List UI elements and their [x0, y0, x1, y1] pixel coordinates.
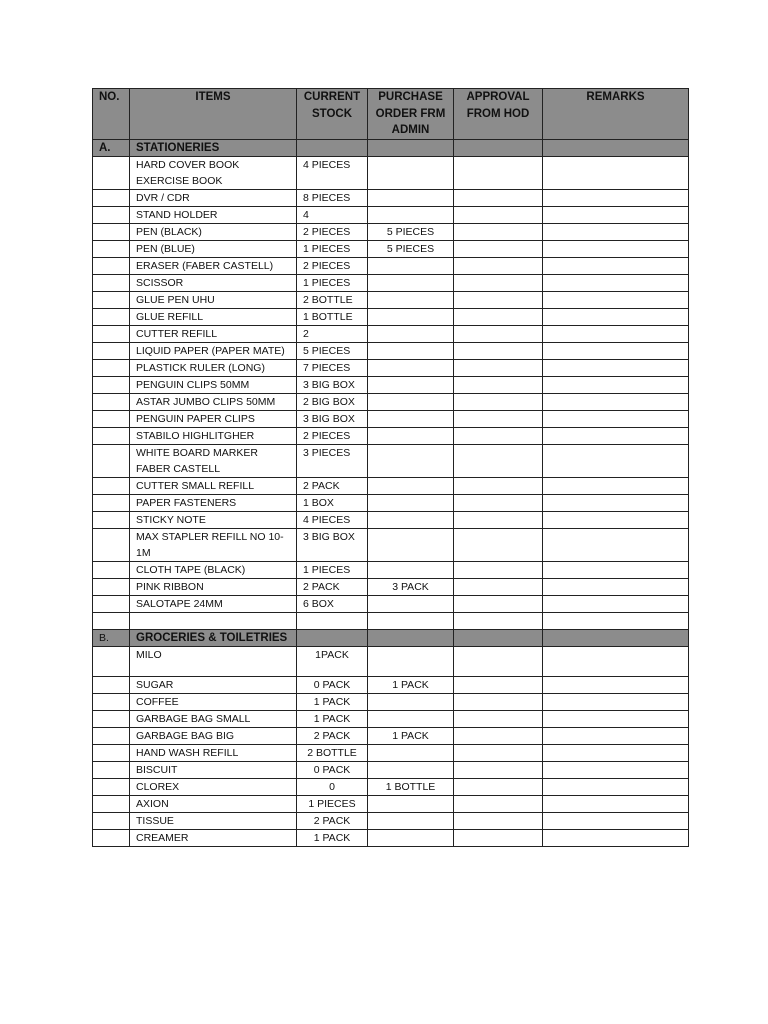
- purchase-order-cell: [368, 694, 454, 711]
- row-no-cell: [93, 224, 130, 241]
- remarks-cell: [543, 377, 689, 394]
- approval-cell: [454, 512, 543, 529]
- stock-cell: [297, 613, 368, 630]
- approval-cell: [454, 796, 543, 813]
- remarks-cell: [543, 613, 689, 630]
- row-no-cell: [93, 579, 130, 596]
- purchase-order-cell: [368, 360, 454, 377]
- purchase-order-cell: [368, 326, 454, 343]
- approval-cell: [454, 562, 543, 579]
- table-row: [93, 677, 689, 694]
- table-row: [93, 326, 689, 343]
- item-cell: MAX STAPLER REFILL NO 10- 1M: [130, 529, 297, 562]
- section-header-row: [93, 630, 689, 647]
- item-cell: PLASTICK RULER (LONG): [130, 360, 297, 377]
- remarks-cell: [543, 796, 689, 813]
- item-cell: CLOTH TAPE (BLACK): [130, 562, 297, 579]
- row-no-cell: [93, 411, 130, 428]
- approval-cell: [454, 728, 543, 745]
- purchase-order-cell: [368, 275, 454, 292]
- stock-cell: 2: [297, 326, 368, 343]
- purchase-order-cell: [368, 613, 454, 630]
- remarks-cell: [543, 728, 689, 745]
- remarks-cell: [543, 411, 689, 428]
- stock-cell: 1 PIECES: [297, 562, 368, 579]
- approval-cell: [454, 377, 543, 394]
- approval-cell: [454, 445, 543, 478]
- row-no-cell: [93, 478, 130, 495]
- item-cell: SUGAR: [130, 677, 297, 694]
- approval-cell: [454, 694, 543, 711]
- stock-cell: 1 PIECES: [297, 241, 368, 258]
- table-row: [93, 711, 689, 728]
- table-row: [93, 779, 689, 796]
- purchase-order-cell: [368, 309, 454, 326]
- stock-cell: 4 PIECES: [297, 157, 368, 190]
- table-row: [93, 207, 689, 224]
- item-cell: MILO: [130, 647, 297, 677]
- item-cell: GARBAGE BAG BIG: [130, 728, 297, 745]
- purchase-order-cell: [368, 512, 454, 529]
- approval-cell: [454, 292, 543, 309]
- table-row: [93, 241, 689, 258]
- row-no-cell: [93, 596, 130, 613]
- row-no-cell: [93, 258, 130, 275]
- item-cell: CUTTER REFILL: [130, 326, 297, 343]
- table-row: [93, 762, 689, 779]
- remarks-cell: [543, 207, 689, 224]
- row-no-cell: [93, 762, 130, 779]
- remarks-cell: [543, 428, 689, 445]
- purchase-order-cell: [368, 596, 454, 613]
- item-cell: ASTAR JUMBO CLIPS 50MM: [130, 394, 297, 411]
- remarks-cell: [543, 478, 689, 495]
- approval-cell: [454, 745, 543, 762]
- approval-cell: [454, 762, 543, 779]
- stock-cell: 2 PACK: [297, 579, 368, 596]
- purchase-order-cell: 3 PACK: [368, 579, 454, 596]
- approval-cell: [454, 779, 543, 796]
- header-remarks: REMARKS: [543, 89, 689, 140]
- row-no-cell: [93, 647, 130, 677]
- table-row: [93, 377, 689, 394]
- approval-cell: [454, 275, 543, 292]
- inventory-table: [92, 88, 689, 847]
- purchase-order-cell: 1 PACK: [368, 677, 454, 694]
- row-no-cell: [93, 779, 130, 796]
- table-row: [93, 647, 689, 677]
- remarks-cell: [543, 711, 689, 728]
- remarks-cell: [543, 562, 689, 579]
- table-row: [93, 830, 689, 847]
- row-no-cell: [93, 190, 130, 207]
- remarks-cell: [543, 677, 689, 694]
- approval-cell: [454, 529, 543, 562]
- remarks-cell: [543, 762, 689, 779]
- purchase-order-cell: 5 PIECES: [368, 241, 454, 258]
- purchase-order-cell: 1 BOTTLE: [368, 779, 454, 796]
- remarks-cell: [543, 495, 689, 512]
- purchase-order-cell: [368, 394, 454, 411]
- stock-cell: 2 BOTTLE: [297, 292, 368, 309]
- stock-cell: 1PACK: [297, 647, 368, 677]
- remarks-cell: [543, 326, 689, 343]
- row-no-cell: [93, 677, 130, 694]
- purchase-order-cell: [368, 445, 454, 478]
- stock-cell: 1 PACK: [297, 711, 368, 728]
- stock-cell: 1 BOX: [297, 495, 368, 512]
- row-no-cell: [93, 207, 130, 224]
- purchase-order-cell: [368, 377, 454, 394]
- section-empty-cell: [543, 140, 689, 157]
- approval-cell: [454, 224, 543, 241]
- purchase-order-cell: [368, 711, 454, 728]
- stock-cell: 0 PACK: [297, 762, 368, 779]
- remarks-cell: [543, 241, 689, 258]
- table-row: [93, 360, 689, 377]
- row-no-cell: [93, 275, 130, 292]
- table-row: [93, 157, 689, 190]
- table-row: [93, 428, 689, 445]
- row-no-cell: [93, 309, 130, 326]
- remarks-cell: [543, 830, 689, 847]
- section-empty-cell: [543, 630, 689, 647]
- row-no-cell: [93, 360, 130, 377]
- approval-cell: [454, 394, 543, 411]
- approval-cell: [454, 343, 543, 360]
- stock-cell: 1 PACK: [297, 830, 368, 847]
- purchase-order-cell: [368, 190, 454, 207]
- row-no-cell: [93, 728, 130, 745]
- item-cell: SALOTAPE 24MM: [130, 596, 297, 613]
- purchase-order-cell: [368, 258, 454, 275]
- approval-cell: [454, 326, 543, 343]
- row-no-cell: [93, 529, 130, 562]
- remarks-cell: [543, 779, 689, 796]
- table-row: [93, 694, 689, 711]
- stock-cell: 4 PIECES: [297, 512, 368, 529]
- table-row: [93, 745, 689, 762]
- purchase-order-cell: [368, 562, 454, 579]
- header-row: [93, 89, 689, 140]
- purchase-order-cell: 1 PACK: [368, 728, 454, 745]
- item-cell: BISCUIT: [130, 762, 297, 779]
- remarks-cell: [543, 529, 689, 562]
- approval-cell: [454, 190, 543, 207]
- stock-cell: 2 PACK: [297, 478, 368, 495]
- section-empty-cell: [454, 140, 543, 157]
- table-row: [93, 562, 689, 579]
- item-cell: STICKY NOTE: [130, 512, 297, 529]
- stock-cell: 1 PACK: [297, 694, 368, 711]
- remarks-cell: [543, 258, 689, 275]
- row-no-cell: [93, 613, 130, 630]
- purchase-order-cell: [368, 495, 454, 512]
- table-row: [93, 495, 689, 512]
- table-row: [93, 596, 689, 613]
- item-cell: [130, 613, 297, 630]
- table-row: [93, 258, 689, 275]
- row-no-cell: [93, 495, 130, 512]
- stock-cell: 0 PACK: [297, 677, 368, 694]
- stock-cell: 3 BIG BOX: [297, 529, 368, 562]
- remarks-cell: [543, 360, 689, 377]
- approval-cell: [454, 157, 543, 190]
- table-row: [93, 478, 689, 495]
- purchase-order-cell: [368, 207, 454, 224]
- row-no-cell: [93, 394, 130, 411]
- remarks-cell: [543, 694, 689, 711]
- header-approval: APPROVAL FROM HOD: [454, 89, 543, 140]
- approval-cell: [454, 647, 543, 677]
- remarks-cell: [543, 579, 689, 596]
- stock-cell: 2 BIG BOX: [297, 394, 368, 411]
- table-row: [93, 343, 689, 360]
- table-row: [93, 224, 689, 241]
- header-purchase-order: PURCHASE ORDER FRM ADMIN: [368, 89, 454, 140]
- purchase-order-cell: [368, 157, 454, 190]
- approval-cell: [454, 241, 543, 258]
- approval-cell: [454, 360, 543, 377]
- approval-cell: [454, 613, 543, 630]
- approval-cell: [454, 207, 543, 224]
- table-row: [93, 309, 689, 326]
- table-row: [93, 728, 689, 745]
- table-row: [93, 292, 689, 309]
- approval-cell: [454, 495, 543, 512]
- section-empty-cell: [297, 140, 368, 157]
- approval-cell: [454, 478, 543, 495]
- item-cell: GLUE PEN UHU: [130, 292, 297, 309]
- stock-cell: 7 PIECES: [297, 360, 368, 377]
- approval-cell: [454, 579, 543, 596]
- item-cell: STAND HOLDER: [130, 207, 297, 224]
- table-row: [93, 411, 689, 428]
- table-row: [93, 445, 689, 478]
- approval-cell: [454, 428, 543, 445]
- table-row: [93, 529, 689, 562]
- remarks-cell: [543, 813, 689, 830]
- stock-cell: 5 PIECES: [297, 343, 368, 360]
- item-cell: CUTTER SMALL REFILL: [130, 478, 297, 495]
- item-cell: WHITE BOARD MARKER FABER CASTELL: [130, 445, 297, 478]
- purchase-order-cell: [368, 830, 454, 847]
- stock-cell: 6 BOX: [297, 596, 368, 613]
- purchase-order-cell: 5 PIECES: [368, 224, 454, 241]
- item-cell: SCISSOR: [130, 275, 297, 292]
- item-cell: PENGUIN CLIPS 50MM: [130, 377, 297, 394]
- remarks-cell: [543, 275, 689, 292]
- header-no: NO.: [93, 89, 130, 140]
- approval-cell: [454, 677, 543, 694]
- item-cell: PEN (BLUE): [130, 241, 297, 258]
- item-cell: AXION: [130, 796, 297, 813]
- table-row: [93, 275, 689, 292]
- purchase-order-cell: [368, 529, 454, 562]
- purchase-order-cell: [368, 292, 454, 309]
- section-empty-cell: [297, 630, 368, 647]
- remarks-cell: [543, 309, 689, 326]
- stock-cell: 3 PIECES: [297, 445, 368, 478]
- purchase-order-cell: [368, 796, 454, 813]
- section-empty-cell: [368, 140, 454, 157]
- item-cell: CREAMER: [130, 830, 297, 847]
- table-body: [93, 140, 689, 847]
- remarks-cell: [543, 512, 689, 529]
- purchase-order-cell: [368, 478, 454, 495]
- stock-cell: 4: [297, 207, 368, 224]
- remarks-cell: [543, 157, 689, 190]
- row-no-cell: [93, 813, 130, 830]
- table-row: [93, 813, 689, 830]
- section-title: GROCERIES & TOILETRIES: [130, 630, 297, 647]
- stock-cell: 0: [297, 779, 368, 796]
- approval-cell: [454, 596, 543, 613]
- item-cell: ERASER (FABER CASTELL): [130, 258, 297, 275]
- section-empty-cell: [454, 630, 543, 647]
- stock-cell: 2 PIECES: [297, 428, 368, 445]
- section-header-row: [93, 140, 689, 157]
- section-empty-cell: [368, 630, 454, 647]
- stock-cell: 3 BIG BOX: [297, 411, 368, 428]
- item-cell: HAND WASH REFILL: [130, 745, 297, 762]
- purchase-order-cell: [368, 411, 454, 428]
- row-no-cell: [93, 830, 130, 847]
- purchase-order-cell: [368, 343, 454, 360]
- row-no-cell: [93, 292, 130, 309]
- table-row: [93, 579, 689, 596]
- stock-cell: 2 PACK: [297, 813, 368, 830]
- row-no-cell: [93, 428, 130, 445]
- row-no-cell: [93, 343, 130, 360]
- stock-cell: 1 BOTTLE: [297, 309, 368, 326]
- approval-cell: [454, 813, 543, 830]
- remarks-cell: [543, 745, 689, 762]
- remarks-cell: [543, 647, 689, 677]
- stock-cell: 2 PIECES: [297, 224, 368, 241]
- row-no-cell: [93, 326, 130, 343]
- remarks-cell: [543, 394, 689, 411]
- table-row: [93, 613, 689, 630]
- item-cell: PEN (BLACK): [130, 224, 297, 241]
- approval-cell: [454, 411, 543, 428]
- purchase-order-cell: [368, 428, 454, 445]
- item-cell: HARD COVER BOOK EXERCISE BOOK: [130, 157, 297, 190]
- purchase-order-cell: [368, 745, 454, 762]
- item-cell: PAPER FASTENERS: [130, 495, 297, 512]
- row-no-cell: [93, 796, 130, 813]
- remarks-cell: [543, 343, 689, 360]
- item-cell: PINK RIBBON: [130, 579, 297, 596]
- header-current-stock: CURRENT STOCK: [297, 89, 368, 140]
- item-cell: GARBAGE BAG SMALL: [130, 711, 297, 728]
- remarks-cell: [543, 445, 689, 478]
- stock-cell: 1 PIECES: [297, 275, 368, 292]
- item-cell: TISSUE: [130, 813, 297, 830]
- purchase-order-cell: [368, 647, 454, 677]
- stock-cell: 2 BOTTLE: [297, 745, 368, 762]
- item-cell: STABILO HIGHLITGHER: [130, 428, 297, 445]
- stock-cell: 1 PIECES: [297, 796, 368, 813]
- stock-cell: 2 PIECES: [297, 258, 368, 275]
- row-no-cell: [93, 241, 130, 258]
- row-no-cell: [93, 711, 130, 728]
- item-cell: COFFEE: [130, 694, 297, 711]
- approval-cell: [454, 258, 543, 275]
- row-no-cell: [93, 694, 130, 711]
- stock-cell: 3 BIG BOX: [297, 377, 368, 394]
- row-no-cell: [93, 745, 130, 762]
- header-items: ITEMS: [130, 89, 297, 140]
- row-no-cell: [93, 157, 130, 190]
- item-cell: DVR / CDR: [130, 190, 297, 207]
- purchase-order-cell: [368, 813, 454, 830]
- remarks-cell: [543, 292, 689, 309]
- item-cell: GLUE REFILL: [130, 309, 297, 326]
- approval-cell: [454, 830, 543, 847]
- item-cell: LIQUID PAPER (PAPER MATE): [130, 343, 297, 360]
- remarks-cell: [543, 224, 689, 241]
- section-number: A.: [93, 140, 130, 157]
- remarks-cell: [543, 596, 689, 613]
- stock-cell: 2 PACK: [297, 728, 368, 745]
- table-row: [93, 796, 689, 813]
- table-row: [93, 512, 689, 529]
- stock-cell: 8 PIECES: [297, 190, 368, 207]
- row-no-cell: [93, 445, 130, 478]
- item-cell: CLOREX: [130, 779, 297, 796]
- approval-cell: [454, 711, 543, 728]
- table-row: [93, 394, 689, 411]
- remarks-cell: [543, 190, 689, 207]
- purchase-order-cell: [368, 762, 454, 779]
- table-row: [93, 190, 689, 207]
- section-title: STATIONERIES: [130, 140, 297, 157]
- row-no-cell: [93, 562, 130, 579]
- approval-cell: [454, 309, 543, 326]
- item-cell: PENGUIN PAPER CLIPS: [130, 411, 297, 428]
- row-no-cell: [93, 512, 130, 529]
- row-no-cell: [93, 377, 130, 394]
- section-number: B.: [93, 630, 130, 647]
